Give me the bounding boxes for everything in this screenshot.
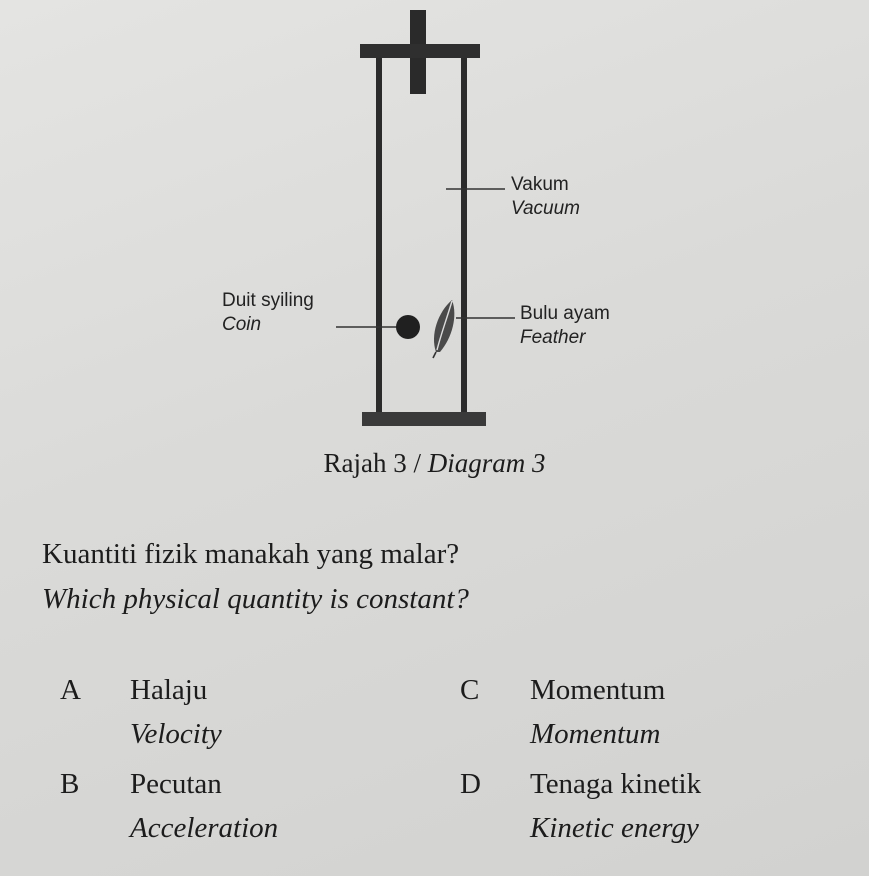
tube-wall-left [376,58,382,414]
option-a-ms: Halaju [130,674,208,706]
feather-icon [433,300,454,358]
coin-label [222,289,314,337]
tube-cap [360,44,480,58]
coin-label-en: Coin [222,314,262,335]
option-d-en: Kinetic energy [530,812,699,844]
option-c-letter: C [460,674,480,706]
option-d-letter: D [460,768,481,800]
tube-wall-right [461,58,467,414]
feather-label-ms: Bulu ayam [520,303,610,324]
option-a-letter: A [60,674,81,706]
option-d-ms: Tenaga kinetik [530,768,702,800]
vacuum-label [511,173,580,221]
question-text-ms: Kuantiti fizik manakah yang malar? [42,538,460,570]
diagram-caption [0,448,869,479]
feather-label-en: Feather [520,327,586,348]
option-a-en: Velocity [130,718,222,750]
option-b-letter: B [60,768,80,800]
option-b-en: Acceleration [130,812,279,844]
option-c-en: Momentum [530,718,661,750]
coin-label-ms: Duit syiling [222,290,314,311]
caption-ms: Rajah 3 / [323,448,428,478]
caption-en: Diagram 3 [427,448,546,478]
option-b-ms: Pecutan [130,768,222,800]
coin-icon [396,315,420,339]
vacuum-label-en: Vacuum [511,198,580,219]
feather-label [520,302,610,350]
option-c-ms: Momentum [530,674,666,706]
vacuum-label-ms: Vakum [511,174,569,195]
question-text-en: Which physical quantity is constant? [42,583,469,615]
tube-base [362,412,486,426]
